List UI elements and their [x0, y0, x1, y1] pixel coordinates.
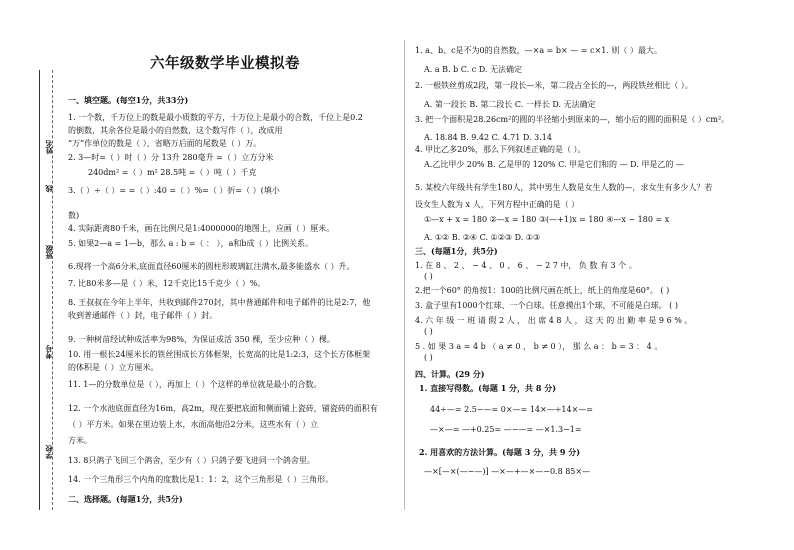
question-line: 的倒数，其余各位是最小的自然数，这个数写作（ ），改成用	[68, 126, 283, 135]
page-title: 六年级数学毕业模拟卷	[150, 56, 300, 72]
question-line: 收到普通邮件（ ）封，电子邮件（ ）封。	[68, 311, 218, 320]
question-line: A. 18.84 B. 9.42 C. 4.71 D. 3.14	[424, 133, 552, 142]
section-heading: 2. 用喜欢的方法计算。(每题 3 分，共 9 分)	[419, 447, 580, 457]
question-line: 数)	[68, 211, 80, 220]
question-line: —×—= —+0.25= —−—= —×1.3−1=	[430, 425, 582, 434]
section-heading: 二、选择题。(每题1分，共5分)	[68, 494, 183, 504]
question-line: 2. 一根铁丝剪成2段，第一段长—米，第二段占全长的—，两段铁丝相比（ ）。	[415, 81, 693, 90]
question-line: 1. 在 8 、 2 、 − 4 、 0 、 6 、 − 2 7 中， 负 数 有 3 个 。	[415, 261, 637, 270]
question-line: 3. 把一个面积是28.26cm²的圆的半径缩小到原来的—，缩小后的圆的面积是（ ）cm²。	[415, 115, 730, 124]
question-line: 7. 比80米多—是（ ）米，12千克比15千克少（ ）%。	[68, 279, 266, 288]
question-line: 44÷—= 2.5−—= 0×—= 14×—÷14×—=	[430, 405, 594, 414]
question-line: 10. 用一根长24厘米长的铁丝围成长方体框架，长宽高的比是1:2:3，这个长方体框架	[68, 350, 371, 359]
question-line: （ ）平方米。如果在里边装上水，水面高他沿2分米，这些水有（ ）立	[68, 420, 319, 429]
question-line: ①—x + x = 180 ②—x = 180 ③(—+1)x = 180 ④—x − 180 = x	[424, 215, 670, 224]
side-class-label: 班级	[44, 245, 53, 259]
question-line: 5. 某校六年级共有学生180人，其中男生人数是女生人数的—，求女生有多少人？若	[415, 183, 713, 192]
question-line: 2. 3—时=（ ）时（ ）分 13升 280毫升 =（ ）立方分米	[68, 153, 274, 162]
question-line: 3.（ ）÷（ ）= =（ ）:40 =（ ）%=（ ）折=（ ）(填小	[68, 186, 280, 195]
question-line: 4. 甲比乙多20%，那么下列叙述正确的是（ ）。	[415, 145, 586, 154]
question-line: 的体积是（ ）立方厘米。	[68, 363, 159, 372]
question-line: ( )	[424, 272, 433, 281]
question-line: 12. 一个水池底面直径为16m，高2m，现在要把底面和侧面铺上瓷砖，铺瓷砖的面积有	[68, 404, 378, 413]
question-line: 5. 如果2—a = 1—b，那么 a : b =（ ： ），a和b成（ ）比例关系。	[68, 239, 314, 248]
question-line: 5 . 如 果 3 a = 4 b （ a ≠ 0 ， b ≠ 0 ）， 那 么 a ： b = 3 ： 4 。	[415, 342, 663, 351]
question-line: 设女生人数为 x 人，下列方程中正确的是（ ）	[415, 200, 580, 209]
question-line: 4. 六 年 级 一 班 请 假 2 人 ， 出 席 4 8 人 ， 这 天 的 出 勤 率 是 9 6 % 。	[415, 316, 693, 325]
side-name-label: 姓名	[44, 140, 53, 154]
side-line-label: 线	[44, 185, 53, 192]
section-heading: 1. 直接写得数。(每题 1 分，共 8 分)	[419, 383, 556, 393]
binding-dash	[52, 70, 53, 510]
question-line: 方米。	[68, 436, 92, 445]
question-line: 4. 实际距离80千米，画在比例尺是1:4000000的地图上，应画（ ）厘米。	[68, 224, 335, 233]
question-line: A. a B. b C. c D. 无法确定	[424, 65, 522, 74]
section-heading: 一、填空题。(每空1分，共33分)	[68, 95, 189, 105]
question-line: A. 第一段长 B. 第二段长 C. 一样长 D. 无法确定	[424, 100, 596, 109]
question-line: “万”作单位的数是（ ），省略万后面的尾数是（ ）万。	[68, 139, 262, 148]
question-line: —×[—×(—−—)] —×—+—×—−0.8 85×—	[424, 467, 591, 476]
question-line: 3. 盒子里有1000个红球、一个白球。任意摸出1个球，不可能是白球。 ( )	[415, 301, 678, 310]
question-line: 240dm² =（ ）m² 28.5吨 =（ ）吨（ ）千克	[88, 168, 257, 177]
question-line: 11. 1—的分数单位是（ ），再加上（ ）个这样的单位就是最小的合数。	[68, 380, 322, 389]
question-line: ( )	[424, 353, 433, 362]
question-line: 8. 王叔叔在今年上半年，共收到邮件270封，其中普通邮件和电子邮件的比是2:7，他	[68, 298, 371, 307]
column-divider	[404, 40, 405, 510]
binding-line	[39, 70, 40, 510]
question-line: 13. 8只鸽子飞回三个鸽舍，至少有（ ）只鸽子要飞进同一个鸽舍里。	[68, 456, 315, 465]
section-heading: 三、(每题1分，共5分)	[415, 246, 498, 256]
side-id-label: 考号	[44, 345, 53, 359]
question-line: 1. a、b、c是不为0的自然数，—×a = b× — = c×1. 则（ ）最大。	[415, 46, 662, 55]
question-line: ( )	[424, 327, 433, 336]
section-heading: 四、计算。(29 分)	[415, 369, 485, 379]
question-line: 9. 一种树苗经试种成活率为98%，为保证成活 350 棵，至少应种（ ）棵。	[68, 335, 335, 344]
side-school-label: 学校	[44, 445, 53, 459]
question-line: A.乙比甲少 20% B. 乙是甲的 120% C. 甲是它们和的 — D. 甲是乙的 —	[424, 160, 684, 169]
question-line: 14. 一个三角形三个内角的度数比是1：1：2，这个三角形是（ ）三角形。	[68, 475, 334, 484]
question-line: A. ①② B. ②④ C. ①②③ D. ①③	[424, 233, 541, 242]
question-line: 2.把一个60° 的角按1：100的比例尺画在纸上，纸上的角度是60°。 ( )	[415, 286, 670, 295]
question-line: 6.现将一个高6分米,底面直径60厘米的圆柱形玻璃缸注满水,最多能盛水（ ）升。	[68, 262, 355, 271]
question-line: 1. 一个数，千万位上的数是最小质数的平方，十万位上是最小的合数，千位上是0.2	[68, 113, 363, 122]
